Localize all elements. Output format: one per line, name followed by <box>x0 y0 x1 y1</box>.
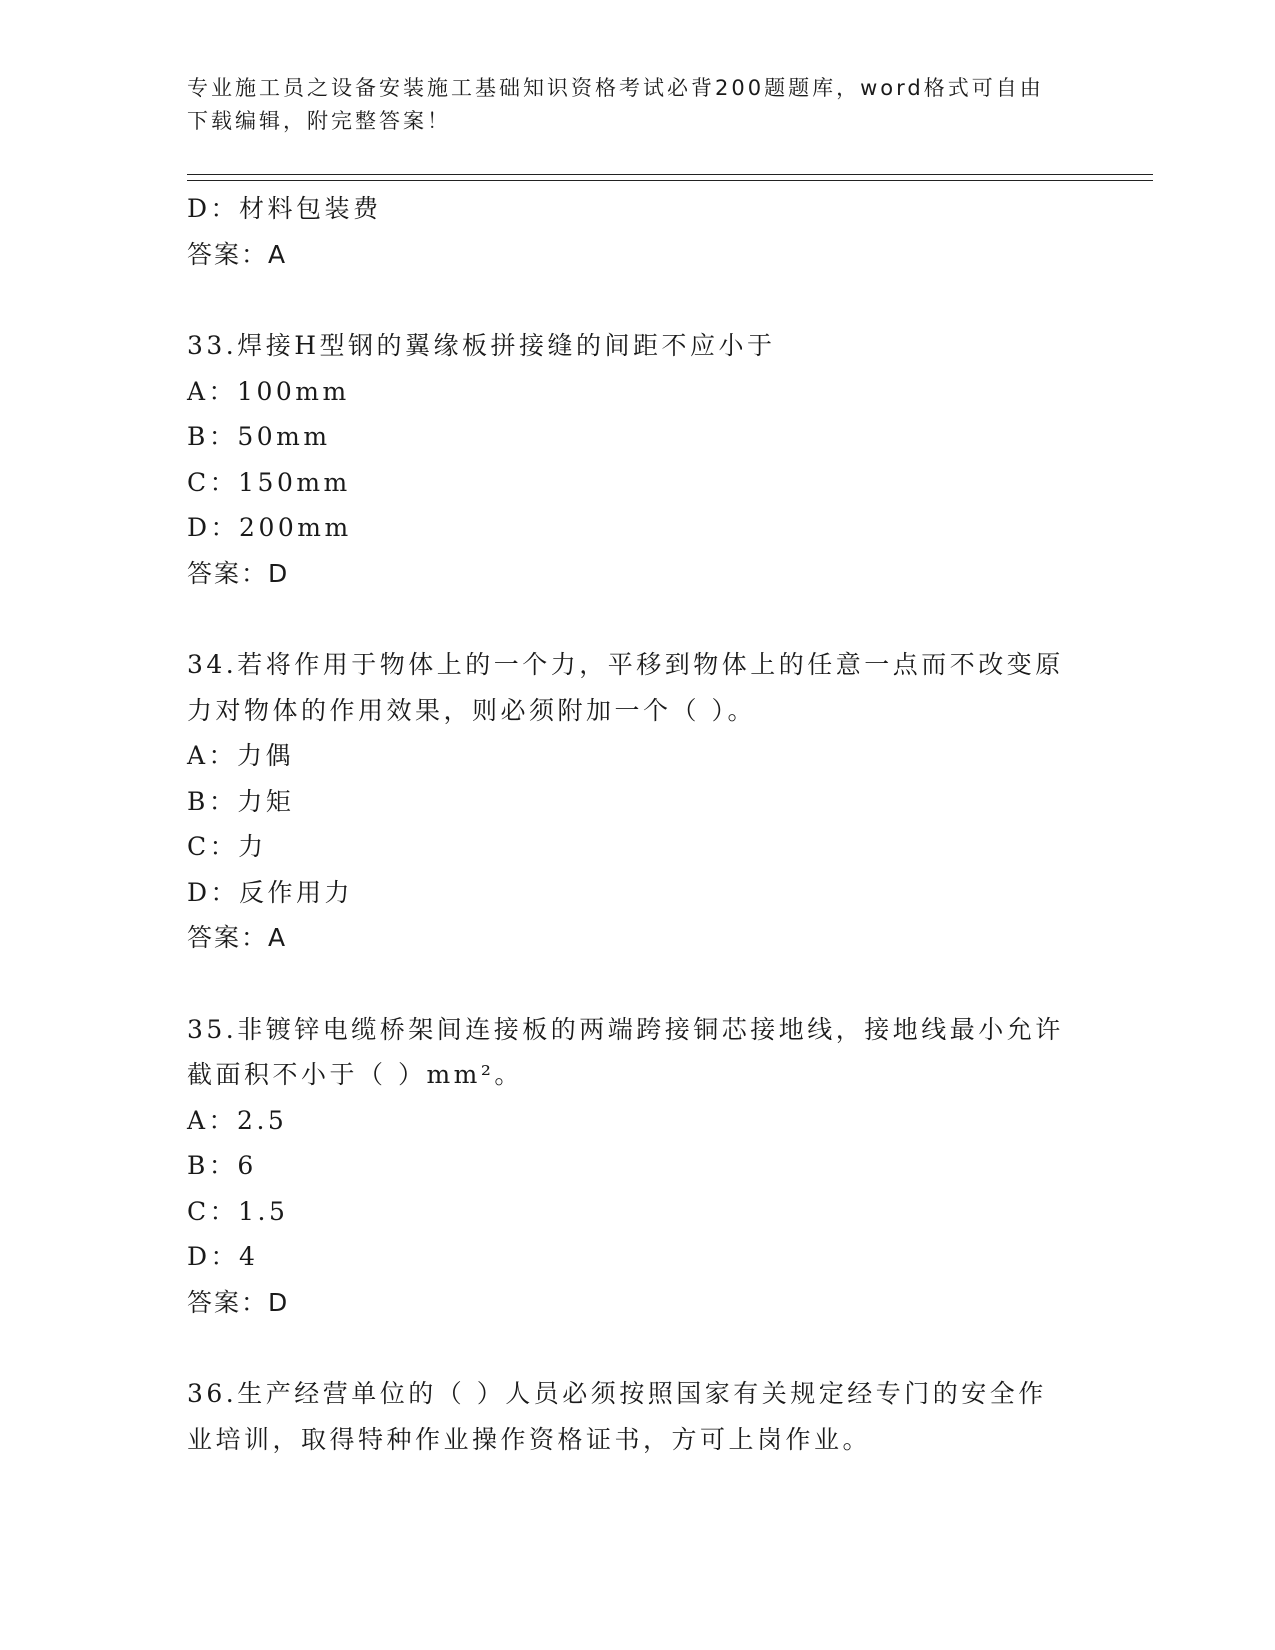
answer-line: 答案：A <box>187 923 288 952</box>
option-b: B：50mm <box>187 422 331 451</box>
option-d: D：200mm <box>187 513 352 542</box>
header-title-line-2: 下载编辑，附完整答案！ <box>187 109 451 133</box>
question-35 <box>187 1007 1087 1326</box>
question-list <box>187 186 1087 1462</box>
question-gap <box>187 277 1087 323</box>
option-d: D：反作用力 <box>187 877 354 907</box>
question-text-line-2: 截面积不小于（ ）mm²。 <box>187 1060 523 1089</box>
answer-line: 答案：D <box>187 558 290 588</box>
option-d: D：材料包装费 <box>187 194 382 223</box>
option-b: B：力矩 <box>187 786 295 816</box>
header-divider-top <box>187 174 1153 175</box>
question-34 <box>187 642 1087 961</box>
option-d: D：4 <box>187 1242 259 1271</box>
option-a: A：力偶 <box>187 741 295 770</box>
question-text-line-1: 36.生产经营单位的（ ）人员必须按照国家有关规定经专门的安全作 <box>187 1379 1047 1408</box>
option-b: B：6 <box>187 1151 257 1180</box>
question-text-line-2: 力对物体的作用效果，则必须附加一个（ ）。 <box>187 695 756 725</box>
document-header <box>187 72 1067 138</box>
question-36 <box>187 1371 1087 1462</box>
answer-line: 答案：D <box>187 1287 290 1317</box>
option-c: C：1.5 <box>187 1196 289 1226</box>
option-c: C：力 <box>187 832 267 861</box>
answer-line: 答案：A <box>187 239 288 269</box>
question-33 <box>187 323 1087 596</box>
question-text: 33.焊接H型钢的翼缘板拼接缝的间距不应小于 <box>187 331 776 360</box>
question-gap <box>187 1325 1087 1371</box>
question-text-line-1: 35.非镀锌电缆桥架间连接板的两端跨接铜芯接地线，接地线最小允许 <box>187 1014 1064 1044</box>
question-text-line-2: 业培训，取得特种作业操作资格证书，方可上岗作业。 <box>187 1424 872 1454</box>
question-gap <box>187 961 1087 1007</box>
question-text-line-1: 34.若将作用于物体上的一个力，平移到物体上的任意一点而不改变原 <box>187 650 1064 679</box>
option-a: A：100mm <box>187 376 350 406</box>
header-divider-bottom <box>187 180 1153 181</box>
option-c: C：150mm <box>187 467 351 497</box>
question-gap <box>187 596 1087 642</box>
option-a: A：2.5 <box>187 1105 288 1135</box>
header-title-line-1: 专业施工员之设备安装施工基础知识资格考试必背200题题库，word格式可自由 <box>187 76 1044 100</box>
